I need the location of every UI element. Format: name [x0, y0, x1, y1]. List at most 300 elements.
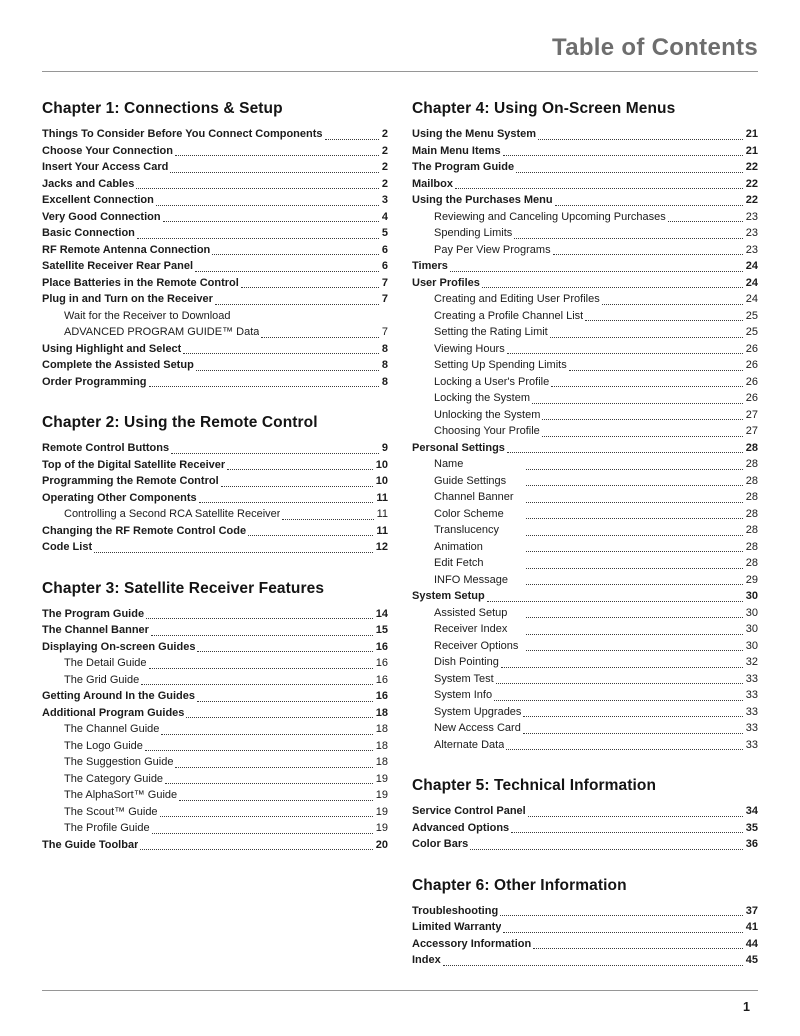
- toc-entry: [412, 275, 758, 292]
- dot-leader: [145, 750, 373, 751]
- toc-entry-page: 19: [375, 789, 388, 801]
- toc-entry: [412, 720, 758, 737]
- dot-leader: [141, 684, 373, 685]
- toc-entry-page: 24: [745, 293, 758, 305]
- toc-entry: [412, 671, 758, 688]
- toc-entry-page: 18: [375, 756, 388, 768]
- footer-page-number: 1: [743, 1000, 750, 1014]
- dot-leader: [553, 254, 743, 255]
- toc-entry-page: 23: [745, 227, 758, 239]
- dot-leader: [170, 172, 379, 173]
- toc-entry-page: 7: [381, 326, 388, 338]
- toc-entry-page: 18: [375, 723, 388, 735]
- toc-entry-label: Additional Program Guides: [42, 706, 185, 719]
- page-footer: [42, 990, 758, 1016]
- toc-entry: [412, 621, 758, 638]
- toc-entry-page: 6: [381, 243, 388, 256]
- toc-entry: [42, 225, 388, 242]
- chapter-section: [42, 100, 388, 390]
- dot-leader: [526, 518, 743, 519]
- dot-leader: [470, 849, 743, 850]
- dot-leader: [325, 139, 379, 140]
- toc-entry-label: Alternate Data: [434, 738, 505, 751]
- toc-entry-label: ADVANCED PROGRAM GUIDE™ Data: [64, 326, 260, 338]
- toc-entry-page: 36: [745, 838, 758, 850]
- toc-entry: [42, 523, 388, 540]
- toc-entry-label: Programming the Remote Control: [42, 475, 219, 487]
- toc-entry-page: 26: [745, 342, 758, 355]
- toc-entry-label: Excellent Connection: [42, 194, 154, 206]
- toc-entry-label: The Channel Guide: [64, 723, 160, 735]
- toc-entry: [42, 506, 388, 523]
- toc-entry-page: 44: [745, 937, 758, 950]
- toc-entry-label: Advanced Options: [412, 821, 510, 834]
- dot-leader: [183, 353, 379, 354]
- toc-entry-label: Insert Your Access Card: [42, 161, 169, 173]
- toc-entry: [412, 440, 758, 457]
- dot-leader: [526, 535, 743, 536]
- toc-entry-label: Receiver Options: [434, 639, 519, 652]
- toc-entry: [412, 291, 758, 308]
- toc-entry-page: 41: [745, 921, 758, 933]
- toc-entry: [412, 506, 758, 523]
- toc-entry: [42, 341, 388, 358]
- toc-entry-page: 3: [381, 194, 388, 206]
- toc-entry-label: System Test: [434, 672, 494, 685]
- toc-entry-label: Locking a User's Profile: [434, 375, 550, 388]
- toc-entry-page: 19: [375, 772, 388, 785]
- dot-leader: [526, 568, 743, 569]
- toc-entry-page: 8: [381, 375, 388, 388]
- toc-entry-label: Plug in and Turn on the Receiver: [42, 293, 213, 305]
- dot-leader: [146, 618, 373, 619]
- toc-entry: [412, 192, 758, 209]
- toc-entry: [412, 820, 758, 837]
- dot-leader: [186, 717, 372, 718]
- toc-entry: [412, 357, 758, 374]
- dot-leader: [171, 453, 379, 454]
- chapter-section: [42, 580, 388, 854]
- toc-entry-label: Jacks and Cables: [42, 177, 135, 190]
- toc-entry-label: Using Highlight and Select: [42, 342, 182, 355]
- toc-entry-label: Spending Limits: [434, 227, 513, 239]
- toc-entry-page: 11: [376, 508, 388, 520]
- toc-entry: [412, 209, 758, 226]
- dot-leader: [506, 749, 742, 750]
- toc-entry: [412, 374, 758, 391]
- toc-entry-label: Accessory Information: [412, 937, 532, 950]
- toc-entry-label: Remote Control Buttons: [42, 442, 170, 454]
- dot-leader: [551, 386, 743, 387]
- toc-entry-page: 16: [375, 673, 388, 686]
- toc-entry-page: 19: [375, 822, 388, 834]
- toc-entry: [412, 423, 758, 440]
- toc-entry-label: Controlling a Second RCA Satellite Receiver: [64, 508, 281, 520]
- toc-entry-label: Troubleshooting: [412, 904, 499, 917]
- dot-leader: [136, 188, 379, 189]
- toc-entry-label: Edit Fetch: [434, 557, 484, 569]
- toc-entry: [42, 655, 388, 672]
- toc-entry-page: 28: [745, 474, 758, 487]
- toc-entry-label: Displaying On-screen Guides: [42, 640, 196, 653]
- toc-entry-label: Timers: [412, 260, 448, 272]
- toc-entry: [42, 209, 388, 226]
- toc-entry: [412, 903, 758, 920]
- dot-leader: [538, 139, 743, 140]
- toc-entry-label: Code List: [42, 541, 93, 553]
- toc-entry-page: 33: [745, 672, 758, 685]
- toc-entry: [42, 738, 388, 755]
- toc-entry: [412, 572, 758, 589]
- toc-entry-page: 24: [745, 260, 758, 272]
- toc-entry: [42, 258, 388, 275]
- dot-leader: [526, 551, 743, 552]
- toc-entry-page: 28: [745, 557, 758, 569]
- toc-entry: [412, 176, 758, 193]
- toc-entry-label: Mailbox: [412, 177, 453, 190]
- toc-entry-label: Main Menu Items: [412, 144, 501, 157]
- toc-entry-label: Place Batteries in the Remote Control: [42, 276, 239, 289]
- dot-leader: [526, 485, 743, 486]
- toc-entry-label: Using the Purchases Menu: [412, 194, 553, 206]
- toc-entry-label: Channel Banner: [434, 491, 514, 503]
- dot-leader: [668, 221, 743, 222]
- dot-leader: [282, 519, 373, 520]
- toc-entry: [42, 688, 388, 705]
- toc-entry: [42, 192, 388, 209]
- dot-leader: [197, 651, 372, 652]
- toc-entry-page: 28: [745, 507, 758, 520]
- dot-leader: [195, 271, 379, 272]
- toc-entry-label: Top of the Digital Satellite Receiver: [42, 458, 226, 471]
- toc-entry-page: 25: [745, 309, 758, 322]
- toc-entry-label: Limited Warranty: [412, 921, 502, 933]
- toc-entry-label: Complete the Assisted Setup: [42, 359, 194, 371]
- dot-leader: [511, 832, 743, 833]
- toc-entry-label: System Upgrades: [434, 705, 522, 718]
- toc-entry-page: 15: [375, 624, 388, 636]
- dot-leader: [532, 403, 743, 404]
- toc-entry: [412, 522, 758, 539]
- chapter-section: [42, 414, 388, 556]
- toc-entry-label: Assisted Setup: [434, 606, 508, 619]
- toc-entry-page: 7: [381, 293, 388, 305]
- toc-entry-page: 26: [745, 392, 758, 404]
- dot-leader: [500, 915, 743, 916]
- toc-entry-label: The Suggestion Guide: [64, 756, 174, 768]
- toc-entry-label: Satellite Receiver Rear Panel: [42, 260, 194, 272]
- dot-leader: [161, 734, 372, 735]
- toc-entry: [412, 242, 758, 259]
- toc-entry-label: Using the Menu System: [412, 128, 537, 140]
- toc-entry-label: Receiver Index: [434, 623, 508, 635]
- toc-entry-label: The Program Guide: [42, 607, 145, 620]
- toc-entry-page: 28: [745, 540, 758, 553]
- dot-leader: [496, 683, 743, 684]
- toc-entry: [412, 407, 758, 424]
- toc-entry-label: Choose Your Connection: [42, 144, 173, 157]
- toc-entry: [412, 539, 758, 556]
- toc-entry: [42, 754, 388, 771]
- toc-entry: [42, 357, 388, 374]
- dot-leader: [140, 849, 372, 850]
- toc-entry-label: The AlphaSort™ Guide: [64, 789, 178, 801]
- toc-entry-label: RF Remote Antenna Connection: [42, 243, 211, 256]
- toc-entry: [412, 704, 758, 721]
- toc-entry-page: 18: [375, 706, 388, 719]
- chapter-title: Chapter 6: Other Information: [412, 876, 627, 894]
- dot-leader: [163, 221, 379, 222]
- chapter-title: Chapter 4: Using On-Screen Menus: [412, 100, 676, 117]
- dot-leader: [248, 535, 373, 536]
- toc-entry-label: Things To Consider Before You Connect Components: [42, 128, 323, 140]
- chapter-title: Chapter 1: Connections & Setup: [42, 100, 283, 117]
- toc-entry: [42, 539, 388, 556]
- toc-entry: [42, 308, 388, 325]
- toc-entry-page: 21: [745, 128, 758, 140]
- toc-entry-page: 33: [745, 689, 758, 701]
- toc-entry-page: 34: [745, 805, 758, 817]
- toc-entry-page: 35: [745, 821, 758, 834]
- toc-entry-page: 2: [381, 128, 388, 140]
- toc-entry-label: System Info: [434, 689, 493, 701]
- toc-entry-label: Viewing Hours: [434, 342, 505, 355]
- toc-entry: [42, 159, 388, 176]
- toc-entry: [412, 341, 758, 358]
- toc-entry-label: The Program Guide: [412, 161, 515, 173]
- dot-leader: [526, 469, 743, 470]
- toc-entry-page: 23: [745, 243, 758, 256]
- toc-entry: [42, 622, 388, 639]
- toc-entry: [42, 721, 388, 738]
- toc-entry-page: 14: [375, 607, 388, 620]
- toc-entry: [42, 143, 388, 160]
- toc-entry: [42, 837, 388, 854]
- dot-leader: [526, 650, 743, 651]
- dot-leader: [94, 552, 373, 553]
- toc-entry-page: 37: [745, 904, 758, 917]
- toc-entry-label: Personal Settings: [412, 441, 505, 454]
- toc-entry-page: 28: [745, 441, 758, 454]
- dot-leader: [179, 800, 373, 801]
- toc-entry: [412, 605, 758, 622]
- toc-entry-label: Guide Settings: [434, 474, 507, 487]
- toc-entry: [42, 275, 388, 292]
- toc-entry-page: 10: [375, 458, 388, 471]
- dot-leader: [523, 733, 743, 734]
- toc-entry: [412, 126, 758, 143]
- toc-entry-page: 33: [745, 705, 758, 718]
- toc-entry-page: 20: [375, 838, 388, 851]
- dot-leader: [175, 155, 379, 156]
- toc-entry-page: 8: [381, 359, 388, 371]
- toc-entry: [412, 258, 758, 275]
- toc-entry: [42, 820, 388, 837]
- toc-entry: [42, 639, 388, 656]
- toc-entry: [412, 143, 758, 160]
- toc-entry-page: 28: [745, 524, 758, 536]
- toc-entry-label: The Grid Guide: [64, 673, 140, 686]
- toc-entry-page: 16: [375, 657, 388, 669]
- dot-leader: [175, 767, 372, 768]
- toc-entry-label: Name: [434, 458, 464, 470]
- toc-entry-page: 2: [381, 177, 388, 190]
- dot-leader: [196, 370, 379, 371]
- toc-entry: [42, 242, 388, 259]
- toc-entry: [412, 737, 758, 754]
- dot-leader: [550, 337, 743, 338]
- toc-entry-page: 32: [745, 656, 758, 668]
- toc-entry: [42, 804, 388, 821]
- toc-entry: [42, 490, 388, 507]
- toc-entry: [412, 952, 758, 969]
- toc-entry: [412, 654, 758, 671]
- toc-entry-page: 27: [745, 408, 758, 421]
- dot-leader: [523, 716, 742, 717]
- dot-leader: [149, 668, 373, 669]
- toc-entry-label: Service Control Panel: [412, 805, 526, 817]
- dot-leader: [482, 287, 743, 288]
- toc-entry-label: Creating and Editing User Profiles: [434, 293, 600, 305]
- dot-leader: [241, 287, 379, 288]
- dot-leader: [494, 700, 743, 701]
- toc-entry-page: 22: [745, 194, 758, 206]
- toc-entry-label: INFO Message: [434, 573, 508, 586]
- toc-entry: [42, 705, 388, 722]
- dot-leader: [455, 188, 743, 189]
- dot-leader: [507, 452, 743, 453]
- chapter-title: Chapter 2: Using the Remote Control: [42, 414, 318, 431]
- toc-entry-label: New Access Card: [434, 722, 521, 734]
- toc-entry-label: Basic Connection: [42, 227, 135, 239]
- toc-entry-label: The Profile Guide: [64, 822, 150, 834]
- toc-entry-label: User Profiles: [412, 276, 480, 289]
- toc-entry-page: 2: [381, 144, 388, 157]
- dot-leader: [533, 948, 743, 949]
- toc-entry-page: 9: [381, 442, 388, 454]
- dot-leader: [165, 783, 373, 784]
- toc-entry-page: 2: [381, 161, 388, 173]
- toc-entry-label: Dish Pointing: [434, 656, 499, 668]
- toc-entry: [412, 803, 758, 820]
- dot-leader: [526, 584, 743, 585]
- toc-entry-label: Reviewing and Canceling Upcoming Purchases: [434, 210, 666, 223]
- toc-entry-page: 29: [745, 573, 758, 586]
- toc-entry: [412, 936, 758, 953]
- toc-entry-page: 23: [745, 210, 758, 223]
- toc-entry-label: The Logo Guide: [64, 739, 143, 752]
- toc-entry-label: The Channel Banner: [42, 624, 149, 636]
- dot-leader: [526, 634, 743, 635]
- dot-leader: [212, 254, 379, 255]
- toc-entry: [412, 687, 758, 704]
- toc-entry: [42, 324, 388, 341]
- toc-entry-label: Unlocking the System: [434, 408, 541, 421]
- dot-leader: [215, 304, 379, 305]
- toc-entry-page: 45: [745, 954, 758, 966]
- dot-leader: [227, 469, 373, 470]
- dot-leader: [516, 172, 743, 173]
- toc-entry: [42, 672, 388, 689]
- chapter-section: [412, 877, 758, 969]
- dot-leader: [555, 205, 743, 206]
- dot-leader: [528, 816, 743, 817]
- toc-entry-label: Locking the System: [434, 392, 530, 404]
- toc-entry-label: Index: [412, 954, 441, 966]
- toc-content: [42, 100, 758, 969]
- toc-entry-label: Setting the Rating Limit: [434, 326, 548, 338]
- toc-entry-page: 30: [745, 639, 758, 652]
- toc-entry-page: 16: [375, 640, 388, 653]
- dot-leader: [503, 155, 743, 156]
- toc-entry-page: 11: [376, 524, 388, 537]
- toc-entry-label: Very Good Connection: [42, 210, 161, 223]
- toc-entry: [412, 159, 758, 176]
- toc-entry-page: 30: [745, 606, 758, 619]
- page-title: Table of Contents: [552, 34, 758, 61]
- dot-leader: [526, 502, 743, 503]
- dot-leader: [197, 701, 373, 702]
- toc-entry: [42, 374, 388, 391]
- toc-entry: [42, 291, 388, 308]
- toc-entry-page: 22: [745, 161, 758, 173]
- dot-leader: [450, 271, 743, 272]
- dot-leader: [503, 932, 742, 933]
- toc-entry-page: 30: [745, 623, 758, 635]
- toc-entry: [42, 473, 388, 490]
- toc-entry-label: Creating a Profile Channel List: [434, 309, 584, 322]
- toc-entry-page: 7: [381, 276, 388, 289]
- dot-leader: [221, 486, 373, 487]
- toc-entry-page: 18: [375, 739, 388, 752]
- dot-leader: [487, 601, 743, 602]
- toc-entry-label: Wait for the Receiver to Download: [64, 309, 231, 322]
- toc-entry-label: Changing the RF Remote Control Code: [42, 524, 247, 537]
- toc-entry-page: 30: [745, 590, 758, 602]
- toc-entry-page: 16: [375, 690, 388, 702]
- toc-entry-label: Color Scheme: [434, 507, 504, 520]
- chapter-section: [412, 100, 758, 753]
- dot-leader: [542, 436, 743, 437]
- toc-entry-page: 6: [381, 260, 388, 272]
- toc-entry: [42, 440, 388, 457]
- dot-leader: [199, 502, 374, 503]
- toc-entry-page: 8: [381, 342, 388, 355]
- toc-entry-page: 33: [745, 738, 758, 751]
- toc-entry-label: The Scout™ Guide: [64, 805, 158, 818]
- toc-entry: [412, 919, 758, 936]
- dot-leader: [526, 617, 743, 618]
- dot-leader: [443, 965, 743, 966]
- toc-entry: [42, 787, 388, 804]
- dot-leader: [507, 353, 743, 354]
- toc-entry-label: Order Programming: [42, 375, 147, 388]
- toc-entry: [42, 126, 388, 143]
- toc-entry-page: 11: [376, 491, 388, 504]
- toc-entry-page: 28: [745, 491, 758, 503]
- toc-entry-page: 26: [745, 359, 758, 371]
- toc-entry-page: 12: [375, 541, 388, 553]
- toc-entry-page: 28: [745, 458, 758, 470]
- dot-leader: [514, 238, 742, 239]
- dot-leader: [602, 304, 743, 305]
- toc-entry: [412, 638, 758, 655]
- toc-entry-label: The Guide Toolbar: [42, 838, 139, 851]
- toc-entry-page: 21: [745, 144, 758, 157]
- toc-entry-page: 19: [375, 805, 388, 818]
- toc-entry: [412, 836, 758, 853]
- toc-entry-label: The Category Guide: [64, 772, 164, 785]
